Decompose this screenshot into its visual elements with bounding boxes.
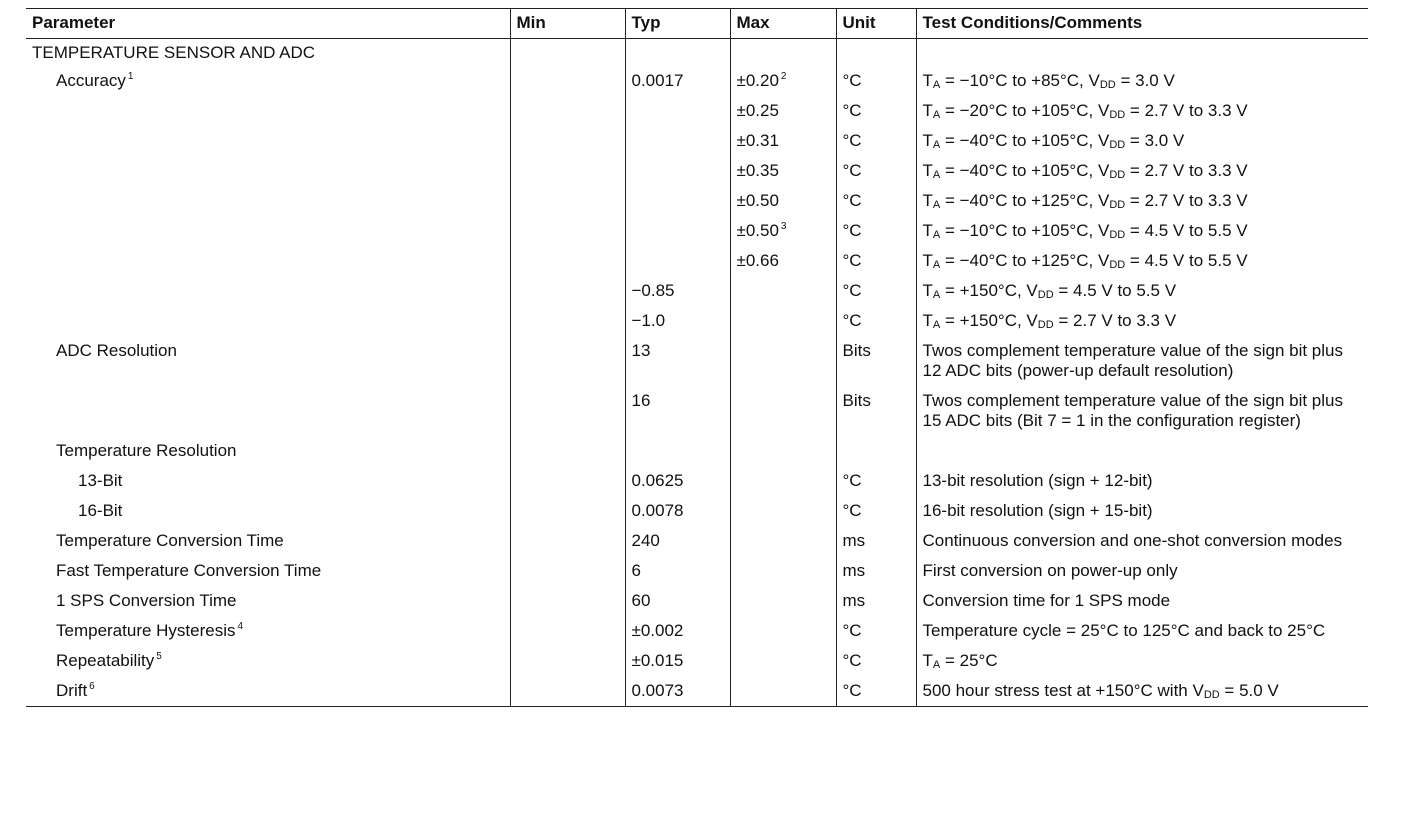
cell-parameter: Temperature Resolution: [56, 441, 237, 460]
footnote-ref: 1: [127, 71, 134, 83]
cell-parameter: [26, 386, 510, 436]
cell-unit: °C: [836, 276, 916, 306]
cell-max: ±0.20 $^2$: [730, 66, 836, 96]
cell-min: [510, 216, 625, 246]
cell-typ: [625, 96, 730, 126]
cell-typ: 0.0017: [625, 66, 730, 96]
cell-unit: ms: [836, 586, 916, 616]
cell-min: [510, 156, 625, 186]
header-min: Min: [510, 9, 625, 39]
cell-conditions: [916, 436, 1368, 466]
cell-conditions: $T_A = +150^\circ C$, $V_{DD} = 2.7$ V to 3.3 V: [916, 306, 1368, 336]
cell-typ: 0.0073: [625, 676, 730, 707]
footnote-ref: 3: [780, 221, 787, 233]
cell-parameter: 1 SPS Conversion Time: [56, 591, 237, 610]
cell-min: [510, 306, 625, 336]
cell-min: [510, 466, 625, 496]
cell-min: [510, 436, 625, 466]
table-row: [26, 616, 1368, 646]
cell-conditions: $T_A = -20^\circ C$ to +105°C, $V_{DD} = 2.7$ V to 3.3 V: [916, 96, 1368, 126]
footnote-ref: 5: [156, 651, 162, 663]
cell-min: [510, 336, 625, 386]
cell-parameter: [26, 246, 510, 276]
cell-max: [730, 276, 836, 306]
cell-conditions: $T_A = +150^\circ C$, $V_{DD} = 4.5$ V to 5.5 V: [916, 276, 1368, 306]
cell-unit: °C: [836, 96, 916, 126]
table-row: [26, 66, 1368, 96]
cell-max: ±0.50: [730, 186, 836, 216]
cell-max: [730, 526, 836, 556]
cell-typ: ±0.002: [625, 616, 730, 646]
cell-min: [510, 676, 625, 707]
cell-max: [730, 646, 836, 676]
section-row: [26, 39, 1368, 67]
header-parameter: Parameter: [26, 9, 510, 39]
section-title: TEMPERATURE SENSOR AND ADC: [32, 43, 316, 62]
cell-max: [730, 306, 836, 336]
cell-conditions: $T_A = -40^\circ C$ to +125°C, $V_{DD} = 4.5$ V to 5.5 V: [916, 246, 1368, 276]
cell-typ: [625, 216, 730, 246]
cell-unit: °C: [836, 216, 916, 246]
cell-typ: [625, 186, 730, 216]
cell-max: [730, 496, 836, 526]
cell-typ: −0.85: [625, 276, 730, 306]
table-row: [26, 246, 1368, 276]
cell-unit: °C: [836, 246, 916, 276]
cell-typ: 0.0625: [625, 466, 730, 496]
cell-min: [510, 496, 625, 526]
cell-max: [730, 386, 836, 436]
cell-max: ±0.31: [730, 126, 836, 156]
cell-min: [510, 646, 625, 676]
cell-max: [730, 616, 836, 646]
cell-min: [510, 616, 625, 646]
cell-unit: °C: [836, 466, 916, 496]
cell-parameter: Temperature Conversion Time: [56, 531, 284, 550]
cell-max: [730, 336, 836, 386]
footnote-ref: 6: [89, 681, 95, 693]
table-row: [26, 156, 1368, 186]
cell-conditions: $T_A = -40^\circ C$ to +125°C, $V_{DD} = 2.7$ V to 3.3 V: [916, 186, 1368, 216]
table-row: [26, 676, 1368, 707]
table-row: [26, 466, 1368, 496]
cell-unit: °C: [836, 126, 916, 156]
cell-parameter: Temperature Hysteresis $^4$: [56, 621, 244, 640]
cell-max: [730, 436, 836, 466]
cell-parameter: Repeatability $^5$: [56, 651, 162, 670]
table-row: [26, 646, 1368, 676]
cell-max: ±0.35: [730, 156, 836, 186]
table-row: [26, 216, 1368, 246]
header-unit: Unit: [836, 9, 916, 39]
cell-unit: Bits: [836, 336, 916, 386]
cell-conditions: Twos complement temperature value of the sign bit plus 12 ADC bits (power-up default resolution): [916, 336, 1368, 386]
header-typ: Typ: [625, 9, 730, 39]
cell-typ: 60: [625, 586, 730, 616]
cell-conditions: First conversion on power-up only: [916, 556, 1368, 586]
cell-parameter: [26, 306, 510, 336]
cell-parameter: [26, 96, 510, 126]
table-row: [26, 186, 1368, 216]
table-row: [26, 306, 1368, 336]
table-body: [26, 39, 1368, 707]
cell-unit: °C: [836, 496, 916, 526]
cell-conditions: Continuous conversion and one-shot conversion modes: [916, 526, 1368, 556]
table-row: [26, 276, 1368, 306]
cell-min: [510, 586, 625, 616]
cell-unit: °C: [836, 66, 916, 96]
cell-conditions: $T_A = -40^\circ C$ to +105°C, $V_{DD} = 3.0$ V: [916, 126, 1368, 156]
cell-unit: °C: [836, 676, 916, 707]
cell-max: [730, 556, 836, 586]
cell-typ: 13: [625, 336, 730, 386]
table-row: [26, 436, 1368, 466]
table-row: [26, 556, 1368, 586]
table-header-row: [26, 9, 1368, 39]
cell-typ: 240: [625, 526, 730, 556]
cell-unit: ms: [836, 526, 916, 556]
cell-min: [510, 556, 625, 586]
cell-parameter: [26, 216, 510, 246]
cell-parameter: Fast Temperature Conversion Time: [56, 561, 322, 580]
table-row: [26, 586, 1368, 616]
cell-typ: 6: [625, 556, 730, 586]
cell-conditions: 16-bit resolution (sign + 15-bit): [916, 496, 1368, 526]
cell-typ: 0.0078: [625, 496, 730, 526]
cell-min: [510, 126, 625, 156]
cell-conditions: $T_A = 25^\circ C$: [916, 646, 1368, 676]
table-row: [26, 496, 1368, 526]
footnote-ref: 2: [780, 71, 787, 83]
cell-parameter: 13-Bit: [78, 471, 123, 490]
cell-unit: °C: [836, 156, 916, 186]
table-row: [26, 386, 1368, 436]
cell-unit: Bits: [836, 386, 916, 436]
table-row: [26, 526, 1368, 556]
cell-conditions: $T_A = -40^\circ C$ to +105°C, $V_{DD} = 2.7$ V to 3.3 V: [916, 156, 1368, 186]
cell-typ: [625, 246, 730, 276]
cell-min: [510, 386, 625, 436]
header-max: Max: [730, 9, 836, 39]
cell-min: [510, 526, 625, 556]
cell-conditions: Conversion time for 1 SPS mode: [916, 586, 1368, 616]
table-row: [26, 96, 1368, 126]
cell-typ: [625, 436, 730, 466]
cell-conditions: 500 hour stress test at +150°C with $V_{DD} = 5.0$ V: [916, 676, 1368, 707]
cell-conditions: $T_A = -10^\circ C$ to +85°C, $V_{DD} = 3.0$ V: [916, 66, 1368, 96]
cell-parameter: [26, 276, 510, 306]
cell-typ: [625, 126, 730, 156]
cell-parameter: [26, 156, 510, 186]
cell-min: [510, 96, 625, 126]
cell-typ: ±0.015: [625, 646, 730, 676]
cell-parameter: ADC Resolution: [56, 341, 177, 360]
cell-max: [730, 586, 836, 616]
cell-min: [510, 246, 625, 276]
cell-conditions: Temperature cycle = 25°C to 125°C and back to 25°C: [916, 616, 1368, 646]
cell-typ: −1.0: [625, 306, 730, 336]
cell-conditions: Twos complement temperature value of the sign bit plus 15 ADC bits (Bit 7 = 1 in the configuration register): [916, 386, 1368, 436]
table-row: [26, 336, 1368, 386]
cell-max: ±0.66: [730, 246, 836, 276]
cell-unit: °C: [836, 306, 916, 336]
cell-parameter: Accuracy $^1$: [56, 71, 134, 90]
cell-parameter: 16-Bit: [78, 501, 123, 520]
cell-min: [510, 186, 625, 216]
cell-typ: 16: [625, 386, 730, 436]
cell-max: ±0.50 $^3$: [730, 216, 836, 246]
cell-parameter: [26, 126, 510, 156]
cell-unit: ms: [836, 556, 916, 586]
cell-parameter: [26, 186, 510, 216]
cell-unit: [836, 436, 916, 466]
specifications-table: [26, 8, 1368, 707]
cell-conditions: 13-bit resolution (sign + 12-bit): [916, 466, 1368, 496]
table-row: [26, 126, 1368, 156]
cell-max: [730, 466, 836, 496]
cell-unit: °C: [836, 616, 916, 646]
cell-unit: °C: [836, 186, 916, 216]
cell-unit: °C: [836, 646, 916, 676]
cell-typ: [625, 156, 730, 186]
cell-min: [510, 66, 625, 96]
header-conditions: Test Conditions/Comments: [916, 9, 1368, 39]
cell-min: [510, 276, 625, 306]
cell-max: ±0.25: [730, 96, 836, 126]
cell-conditions: $T_A = -10^\circ C$ to +105°C, $V_{DD} = 4.5$ V to 5.5 V: [916, 216, 1368, 246]
footnote-ref: 4: [237, 621, 244, 633]
cell-max: [730, 676, 836, 707]
cell-parameter: Drift $^6$: [26, 676, 510, 707]
